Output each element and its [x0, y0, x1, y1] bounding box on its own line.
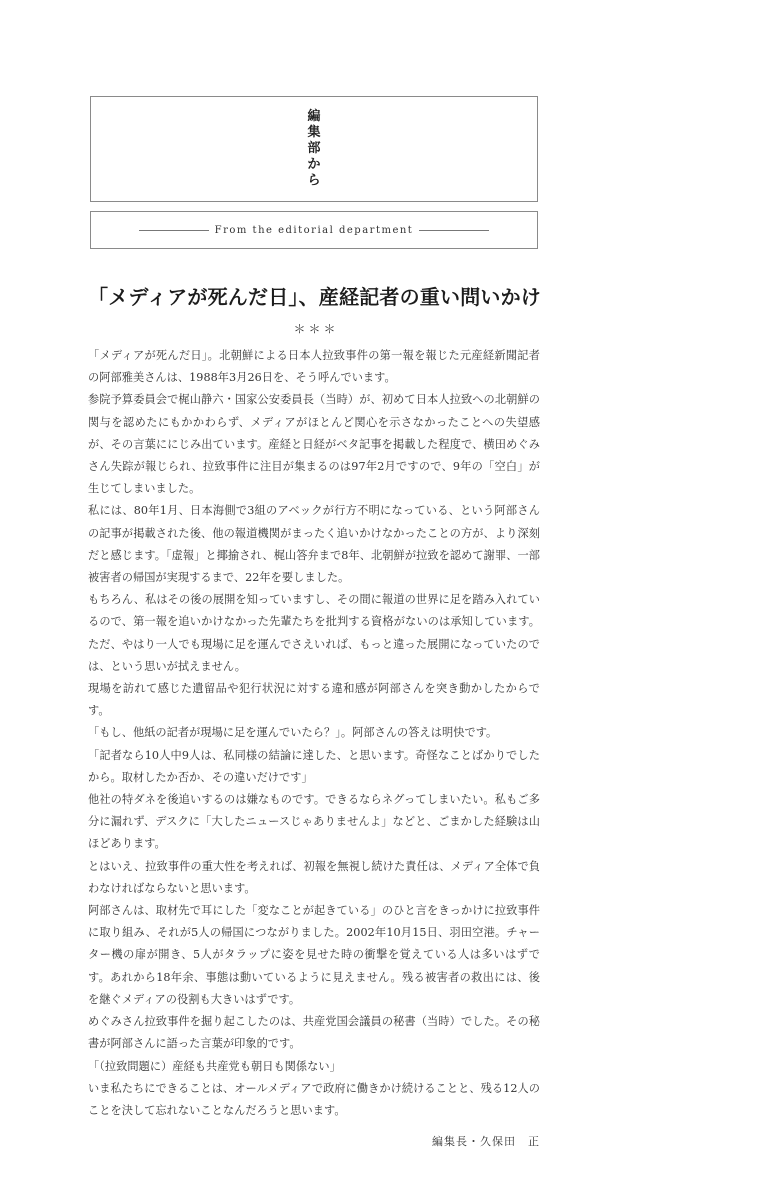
section-title: 編集部から [307, 109, 321, 188]
paragraph: 「メディアが死んだ日」。北朝鮮による日本人拉致事件の第一報を報じた元産経新聞記者の阿部雅美さんは、1988年3月26日を、そう呼んでいます。 [88, 349, 540, 385]
article-headline: 「メディアが死んだ日」、産経記者の重い問いかけ [88, 285, 541, 309]
paragraph: とはいえ、拉致事件の重大性を考えれば、初報を無視し続けた責任は、メディア全体で負わなければならないと思います。 [88, 859, 540, 895]
paragraph: いま私たちにできることは、オールメディアで政府に働きかけ続けることと、残る12人のことを決して忘れないことなんだろうと思います。 [88, 1081, 540, 1117]
paragraph: 私には、80年1月、日本海側で3組のアベックが行方不明になっている、という阿部さんの記事が掲載された後、他の報道機関がまったく追いかけなかったことの方が、より深刻だと感じます。「虚報」と揶揄され、梶山答弁まで8年、北朝鮮が拉致を認めて謝罪、一部被害者の帰国が実現するまで、22年を要しました。 [88, 504, 540, 585]
paragraph: 阿部さんは、取材先で耳にした「変なことが起きている」のひと言をきっかけに拉致事件に取り組み、それが5人の帰国につながりました。2002年10月15日、羽田空港。チャーター機の扉が開き、5人がタラップに姿を見せた時の衝撃を覚えている人は多いはずです。あれから18年余、事態は動いているように見えません。残る被害者の救出には、後を継ぐメディアの役割も大きいはずです。 [88, 904, 540, 1006]
subtitle-box [90, 211, 538, 249]
english-subtitle: From the editorial department [214, 224, 414, 236]
editorial-header-box [90, 96, 538, 202]
paragraph: めぐみさん拉致事件を掘り起こしたのは、共産党国会議員の秘書（当時）でした。その秘書が阿部さんに語った言葉が印象的です。 [88, 1015, 540, 1051]
paragraph: 参院予算委員会で梶山静六・国家公安委員長（当時）が、初めて日本人拉致への北朝鮮の関与を認めたにもかかわらず、メディアがほとんど関心を示さなかったことへの失望感が、その言葉ににじみ出ています。産経と日経がベタ記事を掲載した程度で、横田めぐみさん失踪が報じられ、拉致事件に注目が集まるのは97年2月ですので、9年の「空白」が生じてしまいました。 [88, 393, 540, 496]
paragraph: 「記者なら10人中9人は、私同様の結論に達した、と思います。奇怪なことばかりでしたから。取材したか否か、その違いだけです」 [88, 748, 540, 784]
paragraph: もちろん、私はその後の展開を知っていますし、その間に報道の世界に足を踏み入れているので、第一報を追いかけなかった先輩たちを批判する資格がないのは承知しています。ただ、やはり一人でも現場に足を運んでさえいれば、もっと違った展開になっていたのでは、という思いが拭えません。 [88, 593, 540, 673]
paragraph: 「もし、他紙の記者が現場に足を運んでいたら？」。阿部さんの答えは明快です。 [88, 726, 498, 740]
left-rule [139, 230, 209, 231]
right-rule [419, 230, 489, 231]
author-signature: 編集長・久保田 正 [432, 1135, 540, 1148]
paragraph: 他社の特ダネを後追いするのは嫌なものです。できるならネグってしまいたい。私もご多分に漏れず、デスクに「大したニュースじゃありませんよ」などと、ごまかした経験は山ほどあります。 [88, 793, 540, 851]
paragraph: 現場を訪れて感じた遺留品や犯行状況に対する違和感が阿部さんを突き動かしたからです。 [88, 682, 540, 718]
article-body [88, 345, 540, 1122]
separator: ＊＊＊ [293, 322, 339, 336]
paragraph: 「（拉致問題に）産経も共産党も朝日も関係ない」 [88, 1059, 341, 1073]
